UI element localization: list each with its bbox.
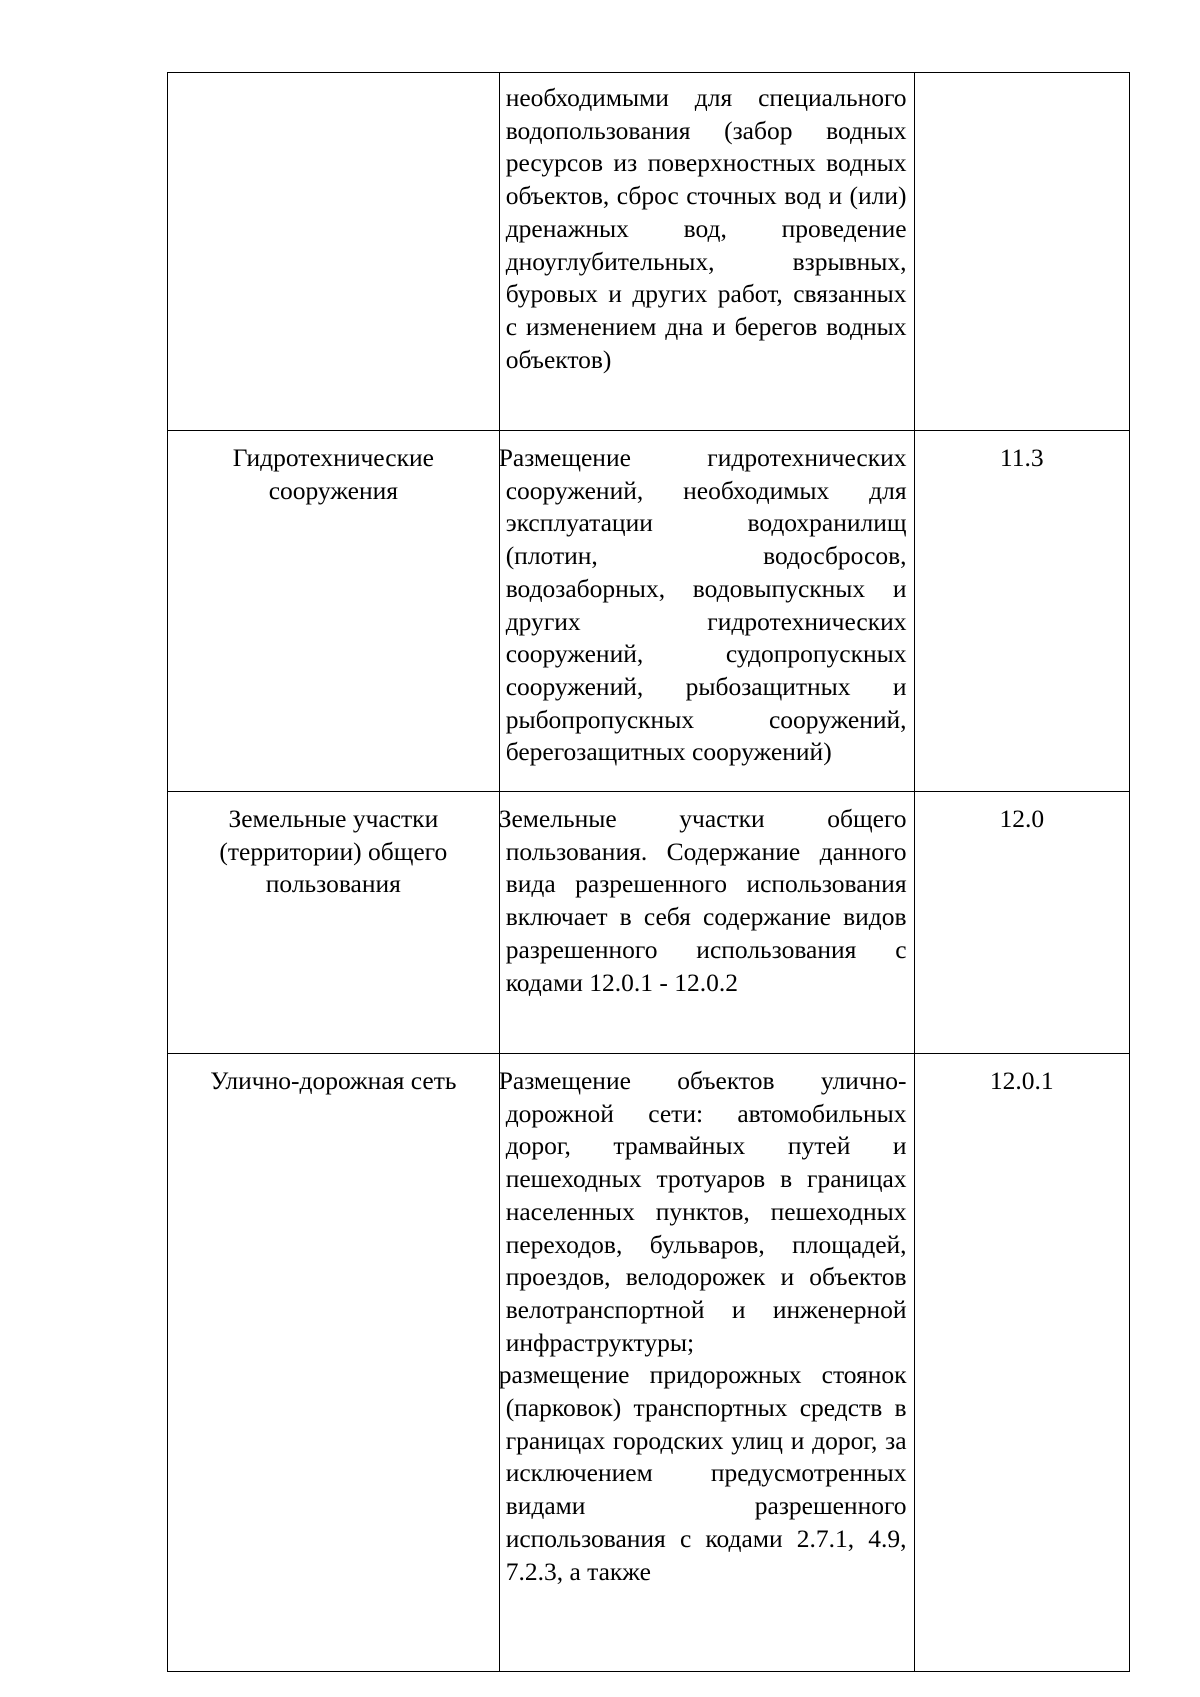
land-use-code-cell (914, 73, 1129, 431)
description-paragraph: Земельные участки общего пользования. Содержание данного вида разрешенного использования включает в себя содержание видов разрешенного использования с кодами 12.0.1 - 12.0.2 (498, 804, 907, 997)
land-use-code-cell: 11.3 (914, 431, 1129, 792)
land-use-name-cell: Земельные участки (территории) общего пользования (168, 792, 500, 1054)
land-use-description-cell (499, 792, 914, 1054)
land-use-name-cell: Гидротехнические сооружения (168, 431, 500, 792)
land-use-description-cell (499, 73, 914, 431)
land-use-name-cell: Улично-дорожная сеть (168, 1054, 500, 1672)
table-row (168, 792, 1130, 1054)
land-use-code-cell: 12.0.1 (914, 1054, 1129, 1672)
description-paragraph: Размещение гидротехнических сооружений, необходимых для эксплуатации водохранилищ (плотин, водосбросов, водозаборных, водовыпускных и других гидротехнических сооружений, судопропускных сооружений, рыбозащитных и рыбопропускных сооружений, берегозащитных сооружений) (498, 443, 907, 767)
land-use-table (167, 72, 1130, 1672)
land-use-description-cell (499, 1054, 914, 1672)
table-row (168, 73, 1130, 431)
description-paragraph: Размещение объектов улично-дорожной сети: автомобильных дорог, трамвайных путей и пешеходных тротуаров в границах населенных пунктов, пешеходных переходов, бульваров, площадей, проездов, велодорожек и объектов велотранспортной и инженерной инфраструктуры; (498, 1066, 907, 1357)
table-row (168, 1054, 1130, 1672)
land-use-description-cell (499, 431, 914, 792)
table-row (168, 431, 1130, 792)
land-use-code-cell: 12.0 (914, 792, 1129, 1054)
description-paragraph: необходимыми для специального водопользования (забор водных ресурсов из поверхностных водных объектов, сброс сточных вод и (или) дренажных вод, проведение дноуглубительных, взрывных, буровых и других работ, связанных с изменением дна и берегов водных объектов) (505, 83, 907, 374)
description-paragraph: размещение придорожных стоянок (парковок) транспортных средств в границах городских улиц и дорог, за исключением предусмотренных видами разрешенного использования с кодами 2.7.1, 4.9, 7.2.3, а также (498, 1360, 907, 1586)
land-use-name-cell (168, 73, 500, 431)
